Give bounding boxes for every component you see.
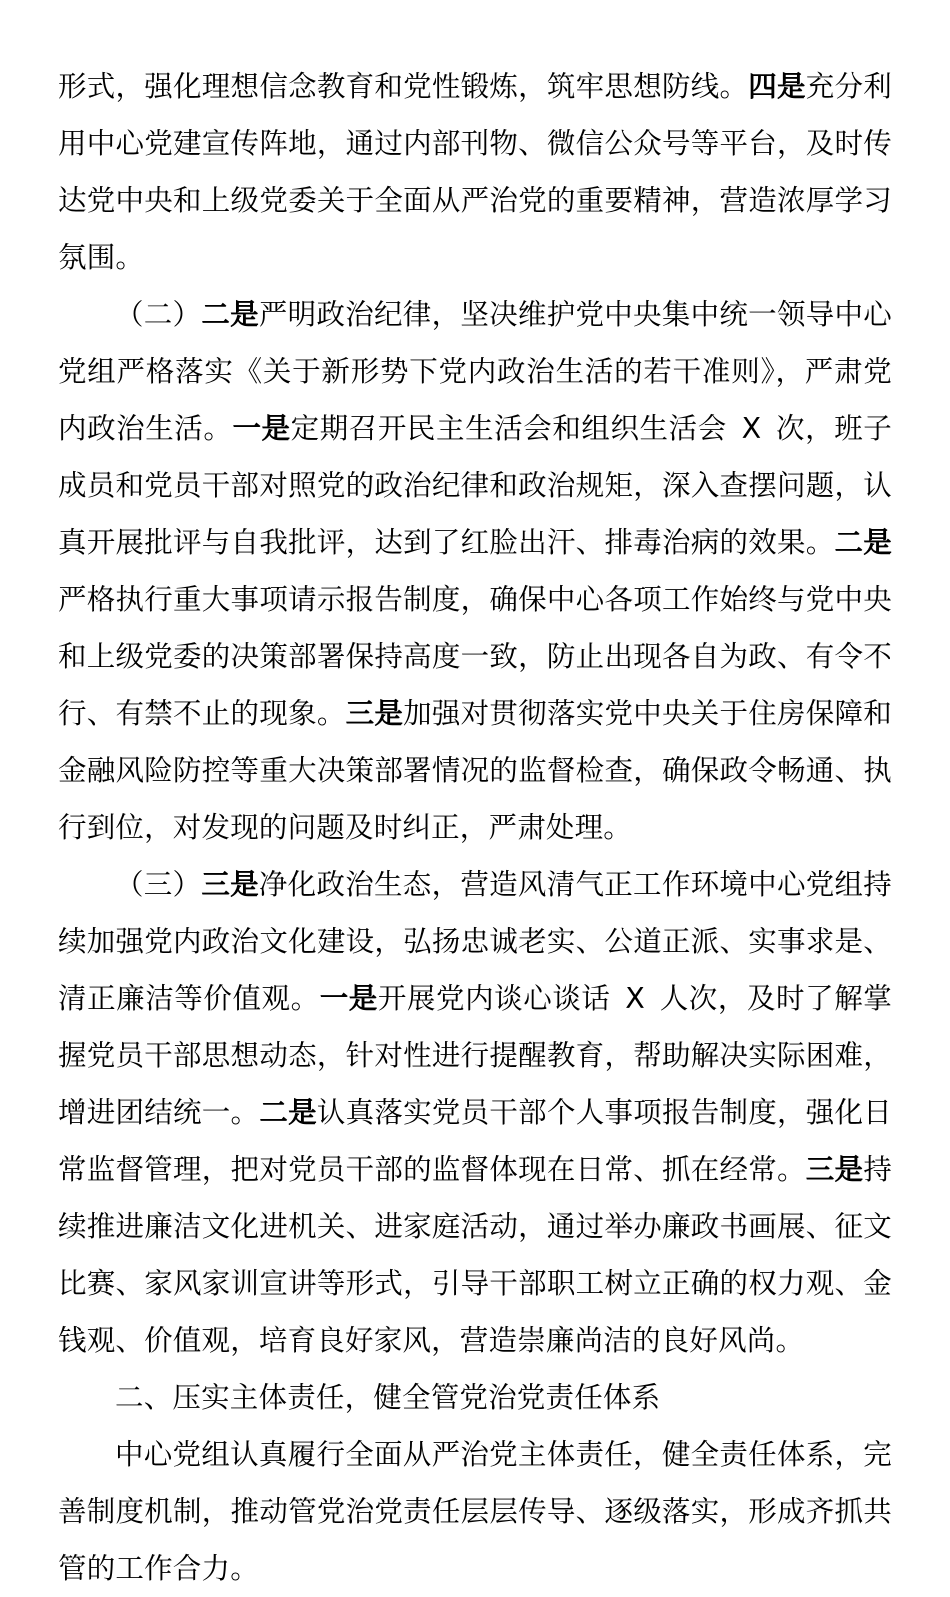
text-run: 二、压实主体责任，健全管党治党责任体系	[115, 1381, 661, 1414]
emphasis-run: 四是	[748, 70, 806, 103]
text-run: 开展党内谈心谈话	[377, 982, 621, 1015]
placeholder-value: X	[625, 982, 645, 1015]
section-heading	[58, 1369, 892, 1426]
text-run: 人次，及时了解掌握党员干部思想动态，针对性进行提醒教育，帮助解决实际困难，增进团结统一。	[58, 982, 892, 1129]
emphasis-run: 三是	[201, 868, 259, 901]
body-paragraph	[58, 58, 892, 286]
emphasis-run: 一是	[319, 982, 378, 1015]
text-run: （三）	[115, 868, 202, 901]
emphasis-run: 二是	[834, 526, 892, 559]
emphasis-run: 二是	[259, 1096, 317, 1129]
text-run: 严明政治纪律，坚决维护党中央集中统一领导中心党组严格落实《关于新形势下党内政治生活的若干准则》，严肃党内政治生活。	[58, 298, 892, 445]
body-paragraph	[58, 286, 892, 856]
text-run: （二）	[115, 298, 202, 331]
text-run: 充分利用中心党建宣传阵地，通过内部刊物、微信公众号等平台，及时传达党中央和上级党委关于全面从严治党的重要精神，营造浓厚学习氛围。	[58, 70, 893, 274]
text-run: 认真落实党员干部个人事项报告制度，强化日常监督管理，把对党员干部的监督体现在日常、抓在经常。	[58, 1096, 892, 1186]
text-run: 定期召开民主生活会和组织生活会	[290, 412, 737, 445]
text-run: 严格执行重大事项请示报告制度，确保中心各项工作始终与党中央和上级党委的决策部署保持高度一致，防止出现各自为政、有令不行、有禁不止的现象。	[58, 583, 892, 730]
text-run: 加强对贯彻落实党中央关于住房保障和金融风险防控等重大决策部署情况的监督检查，确保政令畅通、执行到位，对发现的问题及时纠正，严肃处理。	[58, 697, 892, 844]
text-run	[736, 412, 766, 445]
text-run: 中心党组认真履行全面从严治党主体责任，健全责任体系，完善制度机制，推动管党治党责任层层传导、逐级落实，形成齐抓共管的工作合力。	[58, 1438, 892, 1585]
body-paragraph	[58, 1426, 892, 1597]
document-body	[58, 58, 892, 1597]
placeholder-value: X	[741, 412, 762, 445]
emphasis-run: 三是	[805, 1153, 864, 1186]
emphasis-run: 三是	[345, 697, 404, 730]
emphasis-run: 二是	[201, 298, 259, 331]
text-run: 形式，强化理想信念教育和党性锻炼，筑牢思想防线。	[58, 70, 749, 103]
text-run: 持续推进廉洁文化进机关、进家庭活动，通过举办廉政书画展、征文比赛、家风家训宣讲等形式，引导干部职工树立正确的权力观、金钱观、价值观，培育良好家风，营造崇廉尚洁的良好风尚。	[58, 1153, 893, 1357]
emphasis-run: 一是	[232, 412, 291, 445]
text-run: 次，班子成员和党员干部对照党的政治纪律和政治规矩，深入查摆问题，认真开展批评与自我批评，达到了红脸出汗、排毒治病的效果。	[58, 412, 892, 559]
body-paragraph	[58, 856, 892, 1369]
text-run	[620, 982, 650, 1015]
text-run: 净化政治生态，营造风清气正工作环境中心党组持续加强党内政治文化建设，弘扬忠诚老实、公道正派、实事求是、清正廉洁等价值观。	[58, 868, 892, 1015]
